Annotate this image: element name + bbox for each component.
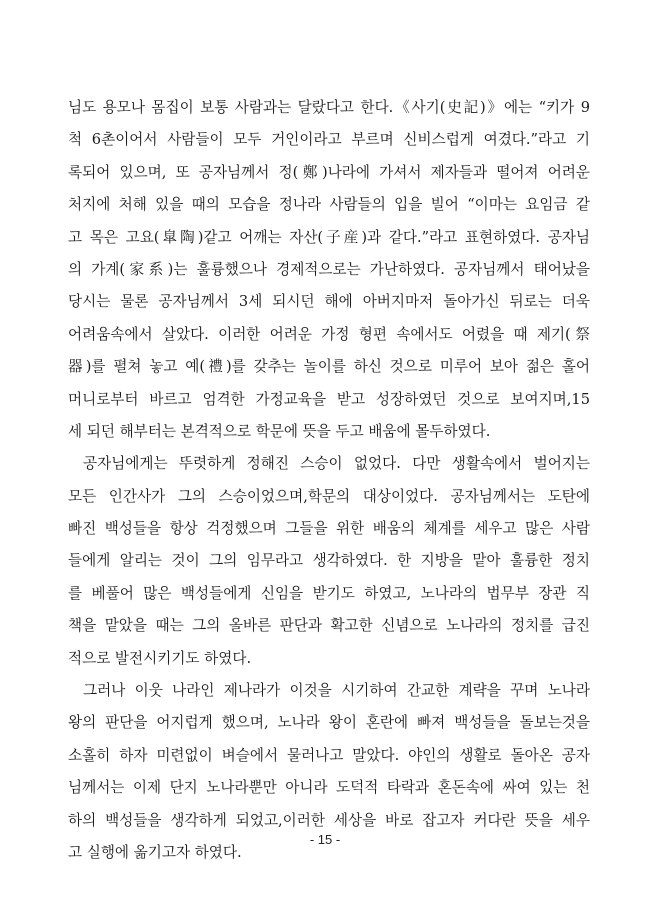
text-line: 고 실행에 옮기고자 하였다. (68, 843, 242, 861)
text-line: 고 목은 고요(皐陶)같고 어깨는 자산(子産)과 같다.”라고 표현하였다. 공자님 (68, 228, 590, 246)
page-number: - 15 - (309, 832, 341, 847)
text-line: 머니로부터 바르고 엄격한 가정교육을 받고 성장하였던 것으로 보여지며,15 (68, 390, 590, 408)
text-line: 당시는 물론 공자님께서 3세 되시던 해에 아버지마저 돌아가신 뒤로는 더욱 (68, 293, 590, 311)
body-text (68, 92, 590, 869)
text-line: 들에게 알리는 것이 그의 임무라고 생각하였다. 한 지방을 맡아 훌륭한 정치 (68, 552, 590, 570)
text-line: 님도 용모나 몸집이 보통 사람과는 달랐다고 한다.《사기(史記)》에는 “키가 9 (68, 99, 590, 116)
text-line: 책을 맡았을 때는 그의 올바른 판단과 확고한 신념으로 노나라의 정치를 급진 (68, 617, 590, 635)
text-line: 처지에 처해 있을 때의 모습을 정나라 사람들의 입을 빌어 “이마는 요임금 같 (68, 196, 590, 214)
text-line: 공자님에게는 뚜렷하게 정해진 스승이 없었다. 다만 생활속에서 벌어지는 (83, 455, 590, 473)
text-line: 모든 인간사가 그의 스승이었으며,학문의 대상이었다. 공자님께서는 도탄에 (68, 487, 590, 505)
text-line: 왕의 판단을 어지럽게 했으며, 노나라 왕이 혼란에 빠져 백성들을 돌보는것을 (68, 714, 590, 732)
text-line: 님께서는 이제 단지 노나라뿐만 아니라 도덕적 타락과 혼돈속에 싸여 있는 천 (68, 779, 590, 797)
paragraph-2 (68, 448, 590, 675)
paragraph-1 (68, 92, 590, 448)
text-line: 소홀히 하자 미련없이 벼슬에서 물러나고 말았다. 야인의 생활로 돌아온 공자 (68, 746, 590, 764)
text-line: 록되어 있으며, 또 공자님께서 정(鄭)나라에 가셔서 제자들과 떨어져 어려운 (68, 163, 590, 181)
text-line: 어려움속에서 살았다. 이러한 어려운 가정 형편 속에서도 어렸을 때 제기(祭 (68, 325, 590, 343)
text-line: 척 6촌이어서 사람들이 모두 거인이라고 부르며 신비스럽게 여겼다.”라고 기 (68, 131, 590, 149)
text-line: 器)를 펼쳐 놓고 예(禮)를 갖추는 놀이를 하신 것으로 미루어 보아 젊은 홀어 (68, 358, 590, 376)
text-line: 적으로 발전시키기도 하였다. (68, 649, 252, 667)
text-line: 빠진 백성들을 항상 걱정했으며 그들을 위한 배움의 체계를 세우고 많은 사람 (68, 520, 590, 538)
text-line: 세 되던 해부터는 본격적으로 학문에 뜻을 두고 배움에 몰두하였다. (68, 422, 491, 440)
text-line: 를 베풀어 많은 백성들에게 신임을 받기도 하였고, 노나라의 법무부 장관 직 (68, 584, 590, 602)
text-line: 의 가계(家系)는 훌륭했으나 경제적으로는 가난하였다. 공자님께서 태어났을 (68, 260, 590, 278)
text-line: 하의 백성들을 생각하게 되었고,이러한 세상을 바로 잡고자 커다란 뜻을 세우 (68, 811, 590, 829)
text-line: 그러나 이웃 나라인 제나라가 이것을 시기하여 간교한 계략을 꾸며 노나라 (83, 682, 590, 700)
